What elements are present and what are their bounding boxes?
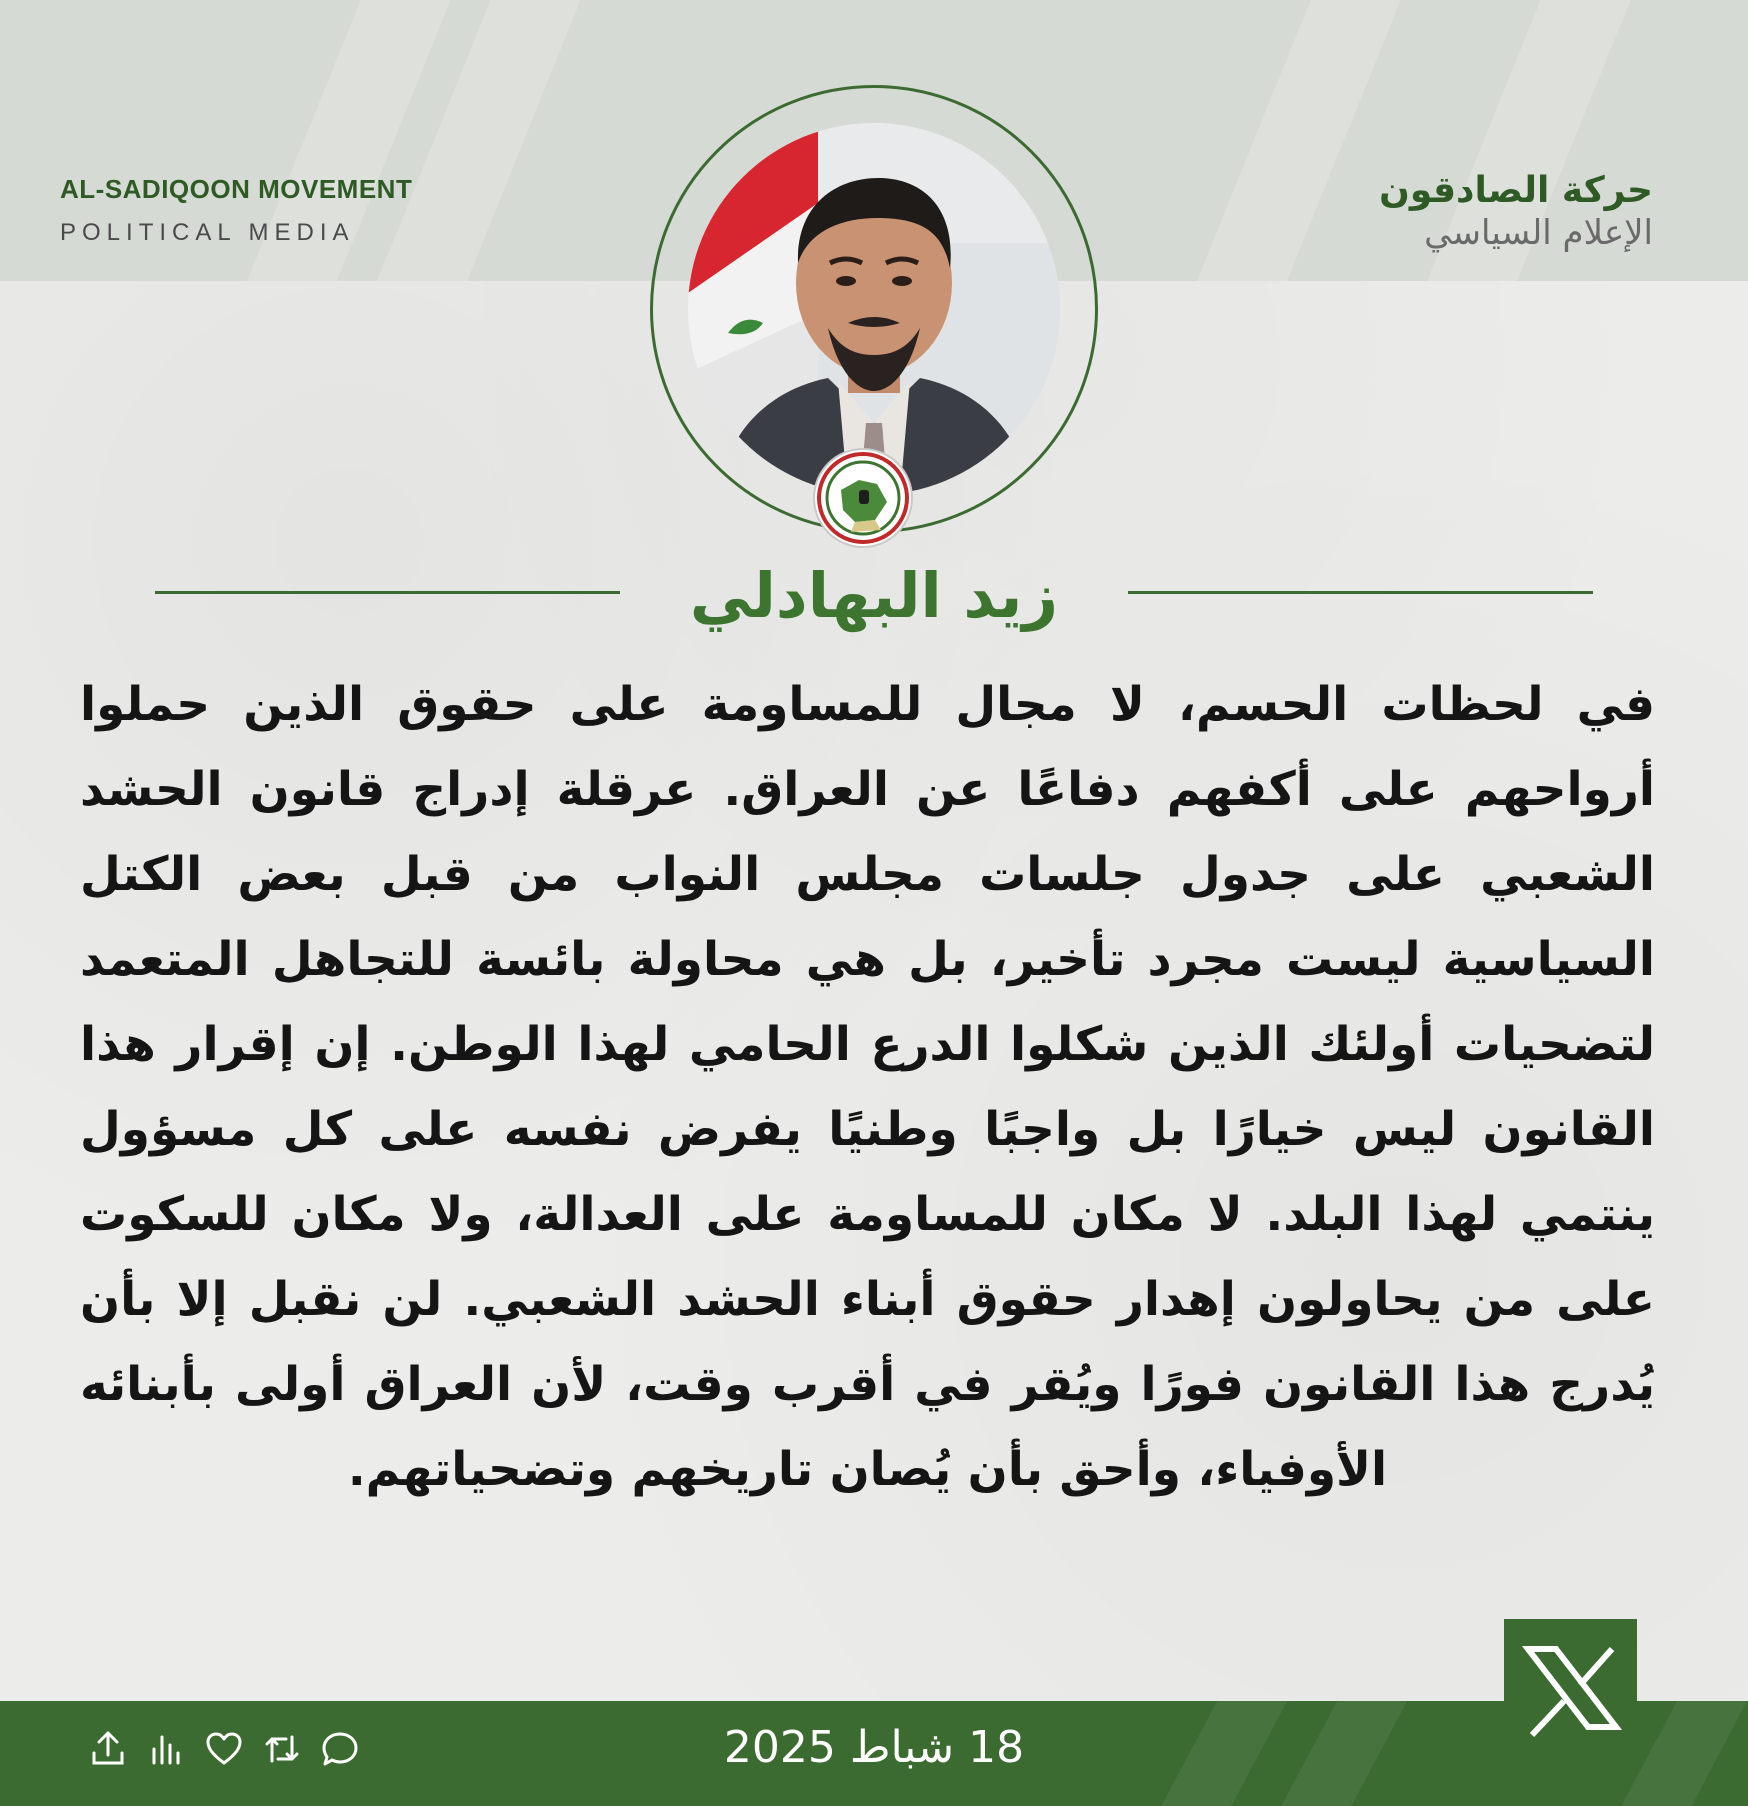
reply-icon	[318, 1727, 362, 1771]
brand-arabic-name: حركة الصادقون	[1379, 170, 1653, 211]
movement-emblem	[815, 450, 911, 546]
statement-text: في لحظات الحسم، لا مجال للمساومة على حقوق الذين حملوا أرواحهم على أكفهم دفاعًا عن العراق. عرقلة إدراج قانون الحشد الشعبي على جدول جلسات مجلس النواب من قبل بعض الكتل السياسية ليست مجرد تأخير، بل هي محاولة بائسة للتجاهل المتعمد لتضحيات أولئك الذين شكلوا الدرع الحامي لهذا الوطن. إن إقرار هذا القانون ليس خيارًا بل واجبًا وطنيًا يفرض نفسه على كل مسؤول ينتمي لهذا البلد. لا مكان للمساومة على العدالة، ولا مكان للسكوت على من يحاولون إهدار حقوق أبناء الحشد الشعبي. لن نقبل إلا بأن يُدرج هذا القانون فورًا ويُقر في أقرب وقت، لأن العراق أولى بأبنائه الأوفياء، وأحق بأن يُصان تاريخهم وتضحياتهم.	[80, 677, 1655, 1497]
share-icon	[86, 1727, 130, 1771]
post-date: 18 شباط 2025	[723, 1722, 1025, 1773]
brand-arabic	[1379, 170, 1653, 253]
portrait-illustration	[688, 123, 1060, 495]
like-icon	[202, 1727, 246, 1771]
repost-icon	[260, 1727, 304, 1771]
brand-english-subtitle: POLITICAL MEDIA	[60, 219, 355, 246]
repost-button[interactable]	[260, 1727, 304, 1771]
speaker-portrait	[688, 123, 1060, 495]
brand-english-name: AL-SADIQOON MOVEMENT	[60, 174, 413, 204]
views-icon	[144, 1727, 188, 1771]
reply-button[interactable]	[318, 1727, 362, 1771]
emblem-icon	[815, 450, 911, 546]
brand-arabic-subtitle: الإعلام السياسي	[1424, 213, 1653, 253]
share-button[interactable]	[86, 1727, 130, 1771]
speaker-name: زيد البهادلي	[689, 559, 1059, 632]
like-button[interactable]	[202, 1727, 246, 1771]
views-button[interactable]	[144, 1727, 188, 1771]
brand-english	[60, 174, 413, 247]
